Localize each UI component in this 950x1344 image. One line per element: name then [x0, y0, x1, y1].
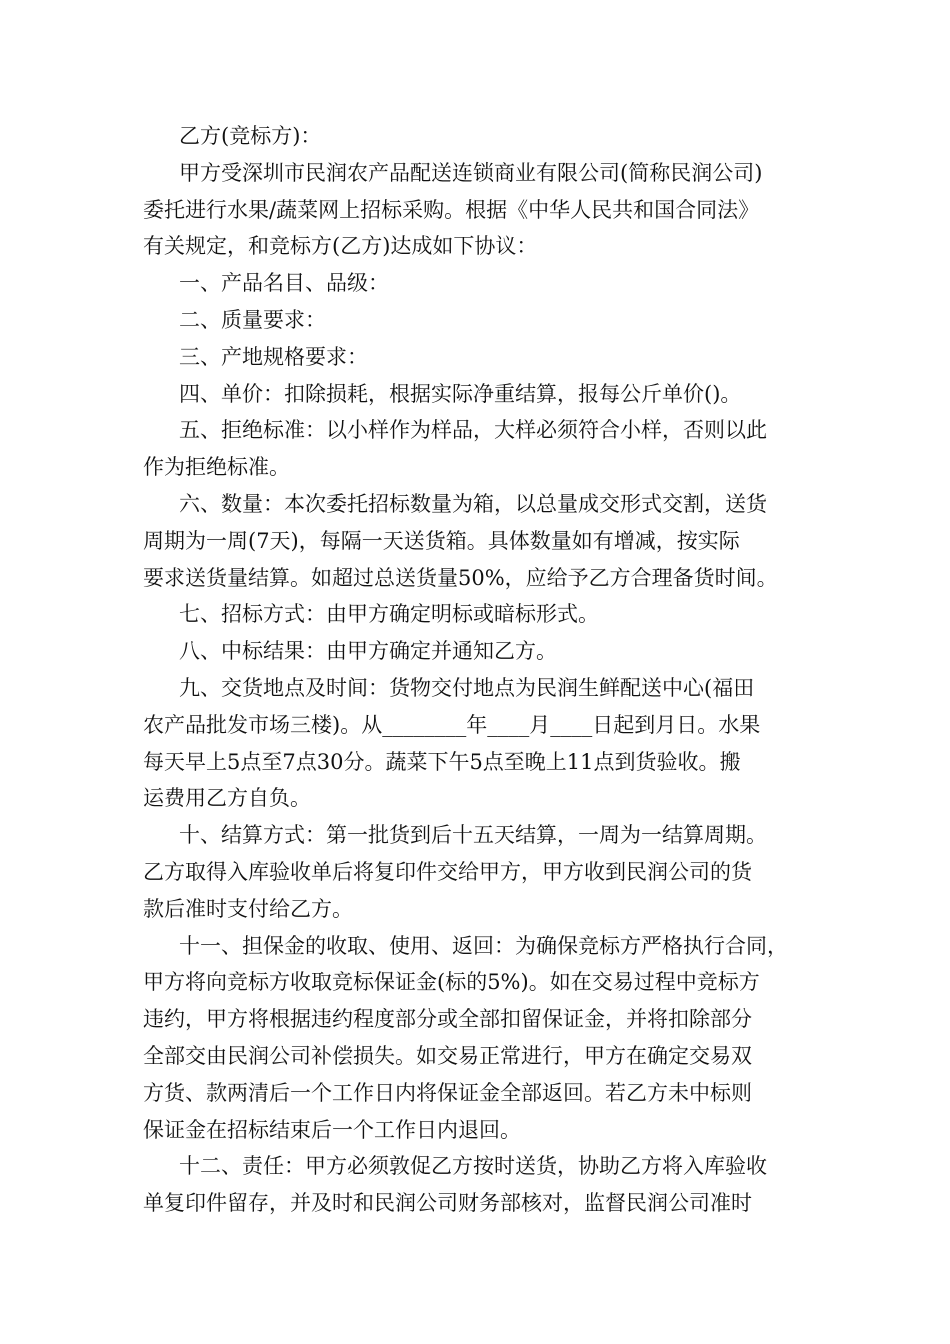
- clause-9-line: 农产品批发市场三楼)。从________年____月____日起到月日。水果: [143, 712, 761, 737]
- clause-10-line: 款后准时支付给乙方。: [143, 896, 353, 921]
- clause-11-line: 全部交由民润公司补偿损失。如交易正常进行，甲方在确定交易双: [143, 1043, 752, 1068]
- clause-2-line: 二、质量要求：: [179, 307, 326, 332]
- clause-5-line: 作为拒绝标准。: [143, 455, 290, 480]
- clause-11-line: 十一、担保金的收取、使用、返回：为确保竞标方严格执行合同，: [179, 933, 788, 958]
- clause-10-line: 十、结算方式：第一批货到后十五天结算，一周为一结算周期。: [179, 823, 767, 848]
- clause-6-line: 六、数量：本次委托招标数量为箱，以总量成交形式交割，送货: [179, 491, 767, 516]
- clause-11-line: 方货、款两清后一个工作日内将保证金全部返回。若乙方未中标则: [143, 1080, 752, 1105]
- intro-paragraph-line: 甲方受深圳市民润农产品配送连锁商业有限公司(简称民润公司): [179, 160, 763, 185]
- clause-9-line: 每天早上5点至7点30分。蔬菜下午5点至晚上11点到货验收。搬: [143, 749, 741, 774]
- clause-12-line: 单复印件留存，并及时和民润公司财务部核对，监督民润公司准时: [143, 1191, 752, 1216]
- clause-12-line: 十二、责任：甲方必须敦促乙方按时送货，协助乙方将入库验收: [179, 1154, 767, 1179]
- clause-5-line: 五、拒绝标准：以小样作为样品，大样必须符合小样，否则以此: [179, 418, 767, 443]
- clause-3-line: 三、产地规格要求：: [179, 344, 368, 369]
- clause-1-line: 一、产品名目、品级：: [179, 271, 389, 296]
- clause-9-line: 九、交货地点及时间：货物交付地点为民润生鲜配送中心(福田: [179, 675, 755, 700]
- clause-9-line: 运费用乙方自负。: [143, 786, 311, 811]
- intro-paragraph-line: 委托进行水果/蔬菜网上招标采购。根据《中华人民共和国合同法》: [143, 197, 760, 222]
- clause-10-line: 乙方取得入库验收单后将复印件交给甲方，甲方收到民润公司的货: [143, 859, 752, 884]
- clause-8-line: 八、中标结果：由甲方确定并通知乙方。: [179, 639, 557, 664]
- clause-4-line: 四、单价：扣除损耗，根据实际净重结算，报每公斤单价()。: [179, 381, 742, 406]
- clause-11-line: 违约，甲方将根据违约程度部分或全部扣留保证金，并将扣除部分: [143, 1007, 752, 1032]
- party-b-line: 乙方(竞标方)：: [179, 124, 322, 148]
- contract-body: [143, 118, 813, 1222]
- clause-6-line: 周期为一周(7天)，每隔一天送货箱。具体数量如有增减，按实际: [143, 528, 740, 553]
- intro-paragraph-line: 有关规定，和竞标方(乙方)达成如下协议：: [143, 234, 538, 259]
- clause-11-line: 保证金在招标结束后一个工作日内退回。: [143, 1117, 521, 1142]
- clause-7-line: 七、招标方式：由甲方确定明标或暗标形式。: [179, 602, 599, 627]
- clause-6-line: 要求送货量结算。如超过总送货量50%，应给予乙方合理备货时间。: [143, 565, 778, 590]
- clause-11-line: 甲方将向竞标方收取竞标保证金(标的5%)。如在交易过程中竞标方: [143, 970, 760, 995]
